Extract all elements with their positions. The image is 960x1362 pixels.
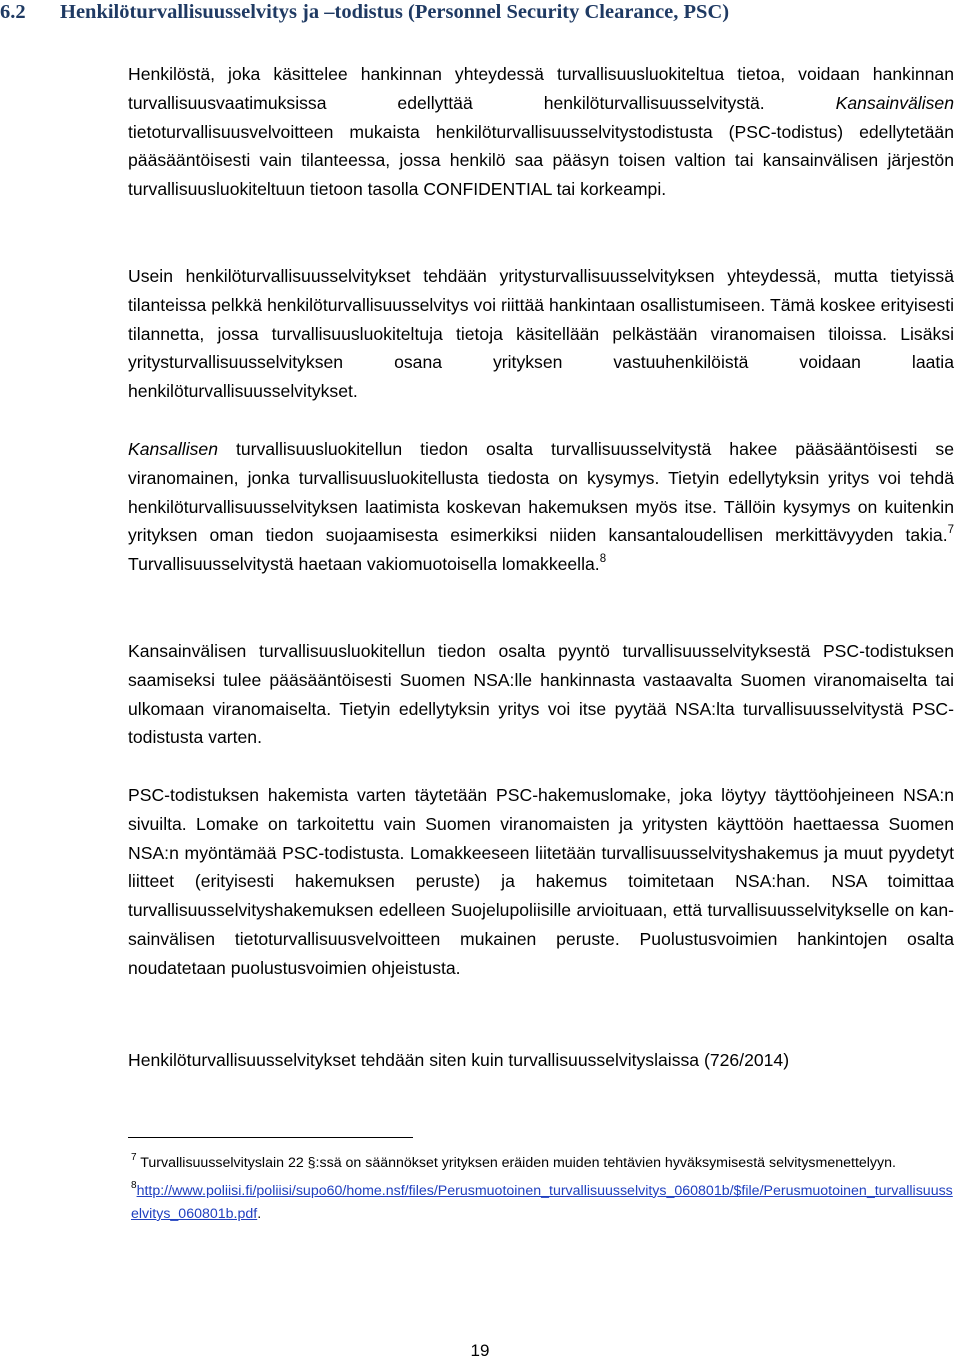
paragraph-1: [128, 60, 954, 204]
paragraph-5-text: PSC-todistuksen hakemista varten täytetään PSC-hakemuslomake, joka löytyy täyttöohjeineen NSA:n sivuilta. Lomake on tarkoitettu vain Suomen viranomaisten ja yritysten käyttöön haettaessa Suomen NSA:n myöntämää PSC-todistusta. Lomakkeeseen liitetään turvallisuusselvityshakemus ja muut pyydetyt liitteet (erityisesti hakemuksen peruste) ja hakemus toimitetaan NSA:han. NSA toimittaa turvallisuusselvityshakemuksen edelleen Suojelupoliisille arvioituaan, että turvallisuusselvitykselle on kansainvälisen tietoturvallisuusvelvoitteen mukainen peruste. Puolustusvoimien hankintojen osalta noudatetaan puolustusvoimien ohjeistusta.: [128, 785, 954, 978]
paragraph-3: [128, 435, 954, 579]
paragraph-4-text: Kansainvälisen turvallisuusluokitellun tiedon osalta pyyntö turvallisuusselvityksestä PSC-todistuksen saamiseksi tulee pääsääntöisesti Suomen NSA:lle hankinnasta vastaavalta Suomen viranomaiselta tai ulkomaan viranomaiselta. Tietyin edellytyksin yritys voi itse pyytää NSA:lta turvallisuusselvitystä PSC-todistusta varten.: [128, 641, 954, 748]
paragraph-4: [128, 637, 954, 752]
section-number: 6.2: [0, 1, 26, 23]
footnote-mark-7: 7: [131, 1152, 137, 1163]
footnote-7-text: Turvallisuusselvityslain 22 §:ssä on säännökset yrityksen eräiden muiden tehtävien hyväksymisestä selvitysmenettelyyn.: [136, 1155, 896, 1171]
paragraph-1-text-a: Henkilöstä, joka käsittelee hankinnan yhteydessä turvallisuusluokiteltua tietoa, voidaan hankinnan turvallisuusvaatimuksissa edellyttää henkilöturvallisuusselvitystä.: [128, 64, 954, 113]
paragraph-3-emphasis: Kansallisen: [128, 439, 218, 459]
paragraph-3-text-a: turvallisuusluokitellun tiedon osalta turvallisuusselvitystä hakee pääsääntöisesti se viranomainen, jonka turvallisuusluokitellusta tiedosta on kysymys. Tietyin edellytyksin yritys voi tehdä henkilöturvallisuusselvityksen laatimista koskevan hakemuksen myös itse. Tällöin kysymys on kuitenkin yrityksen oman tiedon suojaamisesta esimerkiksi niiden kansantaloudellisen merkittävyyden takia.: [128, 439, 954, 546]
paragraph-2: [128, 262, 954, 406]
paragraph-1-emphasis: Kansainvälisen: [835, 92, 954, 113]
footnote-mark-8: 8: [131, 1179, 137, 1191]
footnote-ref-8[interactable]: 8: [599, 553, 607, 566]
paragraph-1-text-b: tietoturvallisuusvelvoitteen mukaista henkilöturvallisuusselvitystodistusta (PSC-todistus) edellytetään pääsääntöisesti vain tilanteessa, jossa henkilö saa pääsyn toisen valtion tai kansainvälisen järjestön turvallisuusluokiteltuun tietoon tasolla CONFIDENTIAL tai korkeampi.: [128, 121, 954, 200]
footnotes: [131, 1152, 954, 1227]
paragraph-6-text: Henkilöturvallisuusselvitykset tehdään siten kuin turvallisuusselvityslaissa (726/2014): [128, 1050, 790, 1070]
footnote-ref-7[interactable]: 7: [947, 524, 954, 537]
footnote-7: [131, 1152, 954, 1176]
page-number: 19: [470, 1341, 490, 1360]
footnote-separator: [128, 1137, 413, 1138]
footnote-8-link[interactable]: http://www.poliisi.fi/poliisi/supo60/home.nsf/files/Perusmuotoinen_turvallisuusselvitys_060801b/$file/Perusmuotoinen_turvallisuusselvitys_060801b.pdf: [131, 1182, 953, 1222]
footnote-8: [131, 1180, 954, 1227]
section-heading: [0, 0, 960, 24]
paragraph-3-text-b: Turvallisuusselvitystä haetaan vakiomuotoisella lomakkeella.: [128, 554, 600, 575]
paragraph-5: [128, 781, 954, 983]
section-title: Henkilöturvallisuusselvitys ja –todistus (Personnel Security Clearance, PSC): [60, 1, 730, 23]
paragraph-2-text: Usein henkilöturvallisuusselvitykset tehdään yritysturvallisuusselvityksen yhteydessä, mutta tietyissä tilanteissa pelkkä henkilöturvallisuusselvitys voi riittää hankintaan osallistumiseen. Tämä koskee erityisesti tilannetta, jossa turvallisuusluokiteltuja tietoja käsitellään pelkästään viranomaisen tiloissa. Lisäksi yritysturvallisuusselvityksen osana yrityksen vastuuhenkilöistä voidaan laatia henkilöturvallisuusselvitykset.: [128, 266, 954, 402]
paragraph-6: [128, 1046, 954, 1075]
footnote-8-period: .: [257, 1206, 262, 1222]
